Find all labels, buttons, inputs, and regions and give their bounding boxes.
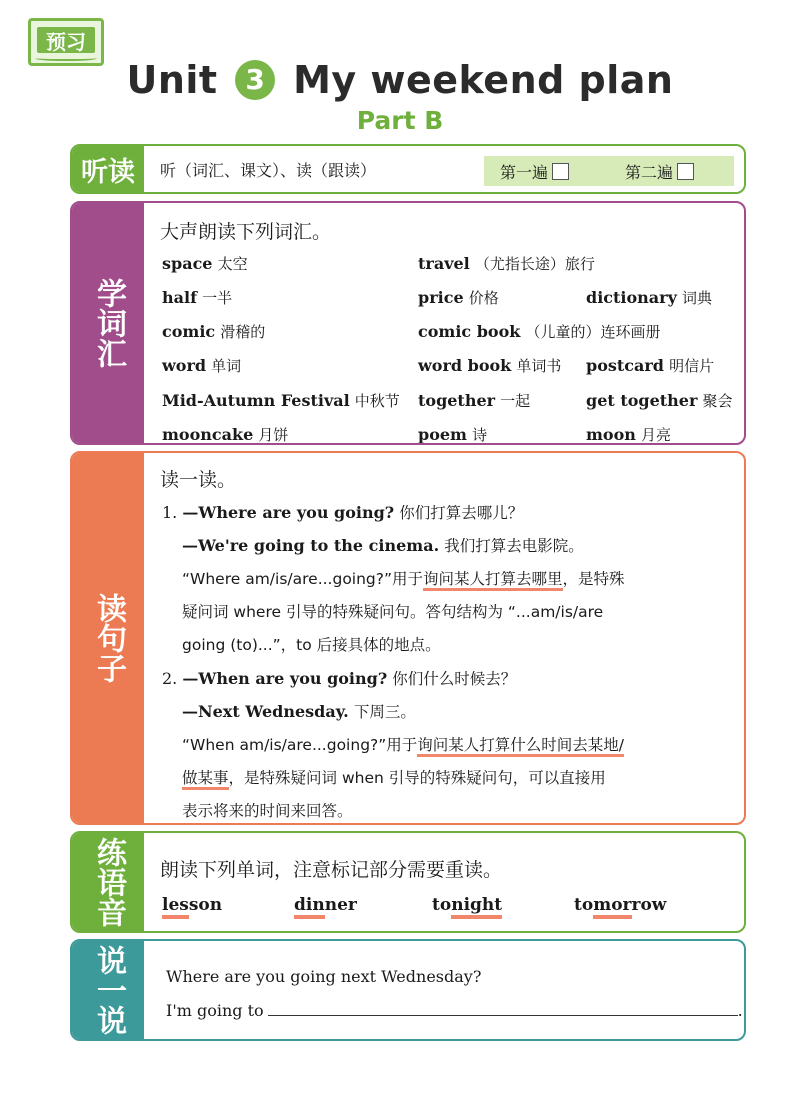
s2-answer <box>182 700 416 722</box>
sentence-tab-label: 读句子 <box>91 593 126 683</box>
vocab-word-zh: 价格 <box>468 289 499 307</box>
s1-note-line2: 疑问词 where 引导的特殊疑问句。答句结构为 “...am/is/are <box>182 603 604 621</box>
preview-badge-label: 预习 <box>37 27 95 53</box>
page-subtitle: Part B <box>356 106 444 135</box>
pron-word-dinner <box>294 895 357 915</box>
s2-num: 2. <box>162 669 178 688</box>
s2-q-zh: 你们什么时候去？ <box>392 670 517 688</box>
sentence-section <box>70 451 746 825</box>
pron-tab <box>72 833 144 931</box>
sentence-instruction: 读一读。 <box>160 469 237 491</box>
vocab-word-en: poem <box>418 425 467 444</box>
unstressed-part: row <box>631 895 667 915</box>
s1-answer <box>182 534 584 556</box>
pron-word-lesson <box>162 895 222 915</box>
vocab-word-en: mooncake <box>162 425 254 444</box>
s2-note-b: ，是特殊疑问词 when 引导的特殊疑问句，可以直接用 <box>228 769 606 787</box>
vocab-tab-label: 学词汇 <box>91 278 126 368</box>
vocab-word <box>586 355 714 376</box>
vocab-word-zh: 一半 <box>202 289 233 307</box>
s1-q-zh: 你们打算去哪儿？ <box>399 504 524 522</box>
vocab-word <box>162 253 248 274</box>
unit-number: 3 <box>235 60 275 100</box>
listen-section <box>70 144 746 194</box>
s2-a-en: —Next Wednesday. <box>182 702 349 721</box>
pass1-checkbox[interactable] <box>552 163 569 180</box>
page-title <box>0 58 800 103</box>
vocab-word <box>418 390 530 411</box>
vocab-word <box>162 390 400 411</box>
vocab-word-en: space <box>162 254 213 273</box>
vocab-word-zh: （儿童的）连环画册 <box>525 323 661 341</box>
vocab-section <box>70 201 746 445</box>
s1-note-line3: going (to)...”，to 后接具体的地点。 <box>182 636 441 654</box>
stressed-part: les <box>162 895 189 919</box>
unstressed-prefix: to <box>574 895 594 915</box>
pass1-label: 第一遍 <box>500 162 549 182</box>
vocab-word-en: comic <box>162 322 216 341</box>
s2-question <box>162 667 516 689</box>
vocab-word-zh: 滑稽的 <box>220 323 266 341</box>
vocab-word-en: dictionary <box>586 288 677 307</box>
vocab-word <box>418 424 487 445</box>
s2-note-line2 <box>182 766 606 788</box>
s2-q-en: —When are you going? <box>182 669 388 688</box>
vocab-word-zh: 明信片 <box>669 357 715 375</box>
unstressed-part: ner <box>324 895 357 915</box>
vocab-word <box>586 287 712 308</box>
stressed-part: mor <box>593 895 631 919</box>
vocab-word-zh: 太空 <box>217 255 248 273</box>
s1-note-line1 <box>182 567 625 589</box>
vocab-word-en: Mid-Autumn Festival <box>162 391 350 410</box>
speak-tab <box>72 941 144 1039</box>
unstressed-part: son <box>188 895 223 915</box>
title-unit: Unit <box>126 58 218 102</box>
listen-instruction: 听（词汇、课文）、读（跟读） <box>160 161 377 180</box>
listen-tab: 听读 <box>72 146 144 192</box>
speak-tab-label: 说一说 <box>91 945 126 1035</box>
vocab-word <box>418 321 660 342</box>
speak-answer-prefix: I'm going to <box>166 1001 264 1020</box>
vocab-word <box>586 424 671 445</box>
s1-question <box>162 501 523 523</box>
vocab-word <box>418 355 561 376</box>
pass2-label: 第二遍 <box>625 162 674 182</box>
vocab-word-zh: 中秋节 <box>354 392 400 410</box>
vocab-word-zh: （尤指长途）旅行 <box>474 255 595 273</box>
pron-instruction: 朗读下列单词，注意标记部分需要重读。 <box>160 859 503 881</box>
s1-note-highlight: 询问某人打算去哪里 <box>423 570 563 591</box>
s2-a-zh: 下周三。 <box>353 703 416 721</box>
vocab-word-en: comic book <box>418 322 521 341</box>
vocab-tab <box>72 203 144 443</box>
speak-answer-end: . <box>737 1001 743 1020</box>
vocab-word-zh: 词典 <box>681 289 712 307</box>
vocab-word-en: get together <box>586 391 698 410</box>
vocab-word-zh: 月饼 <box>258 426 289 444</box>
vocab-word <box>162 321 265 342</box>
stressed-part: night <box>451 895 502 919</box>
s2-note-highlight2: 做某事 <box>182 769 229 790</box>
vocab-word <box>418 253 595 274</box>
s2-note-a: “When am/is/are...going?”用于 <box>182 736 418 754</box>
vocab-word-zh: 单词书 <box>516 357 562 375</box>
s1-note-a: “Where am/is/are...going?”用于 <box>182 570 424 588</box>
s2-note-line3: 表示将来的时间来回答。 <box>182 802 353 820</box>
vocab-word-en: word <box>162 356 207 375</box>
vocab-word <box>162 287 232 308</box>
s2-note-highlight: 询问某人打算什么时间去某地/ <box>417 736 624 757</box>
vocab-word-zh: 诗 <box>472 426 488 444</box>
vocab-word-en: travel <box>418 254 470 273</box>
s1-q-en: —Where are you going? <box>182 503 395 522</box>
vocab-word-en: moon <box>586 425 636 444</box>
s2-note-line1 <box>182 733 624 755</box>
pronunciation-section <box>70 831 746 933</box>
speak-question: Where are you going next Wednesday? <box>166 967 482 986</box>
vocab-word-zh: 聚会 <box>702 392 733 410</box>
vocab-word-en: word book <box>418 356 512 375</box>
title-text: My weekend plan <box>293 58 674 102</box>
vocab-word <box>586 390 733 411</box>
vocab-word <box>162 424 288 445</box>
speak-answer-line <box>166 1001 743 1020</box>
vocab-word-en: together <box>418 391 496 410</box>
pass-checklist <box>484 156 734 186</box>
vocab-word-en: half <box>162 288 197 307</box>
vocab-word <box>418 287 499 308</box>
answer-blank[interactable] <box>268 1001 738 1016</box>
unstressed-prefix: to <box>432 895 452 915</box>
pron-tab-label: 练语音 <box>91 837 126 927</box>
pass2-checkbox[interactable] <box>677 163 694 180</box>
vocab-word-zh: 一起 <box>500 392 531 410</box>
s1-a-en: —We're going to the cinema. <box>182 536 440 555</box>
speak-section <box>70 939 746 1041</box>
vocab-word <box>162 355 241 376</box>
vocab-instruction: 大声朗读下列词汇。 <box>160 221 332 243</box>
vocab-word-zh: 单词 <box>211 357 242 375</box>
pron-word-tomorrow <box>574 895 666 915</box>
vocab-word-en: price <box>418 288 464 307</box>
vocab-word-en: postcard <box>586 356 664 375</box>
vocab-word-zh: 月亮 <box>641 426 672 444</box>
s1-num: 1. <box>162 503 178 522</box>
s1-note-b: ，是特殊 <box>562 570 625 588</box>
pron-word-tonight <box>432 895 502 915</box>
stressed-part: din <box>294 895 325 919</box>
sentence-tab <box>72 453 144 823</box>
s1-a-zh: 我们打算去电影院。 <box>444 537 584 555</box>
